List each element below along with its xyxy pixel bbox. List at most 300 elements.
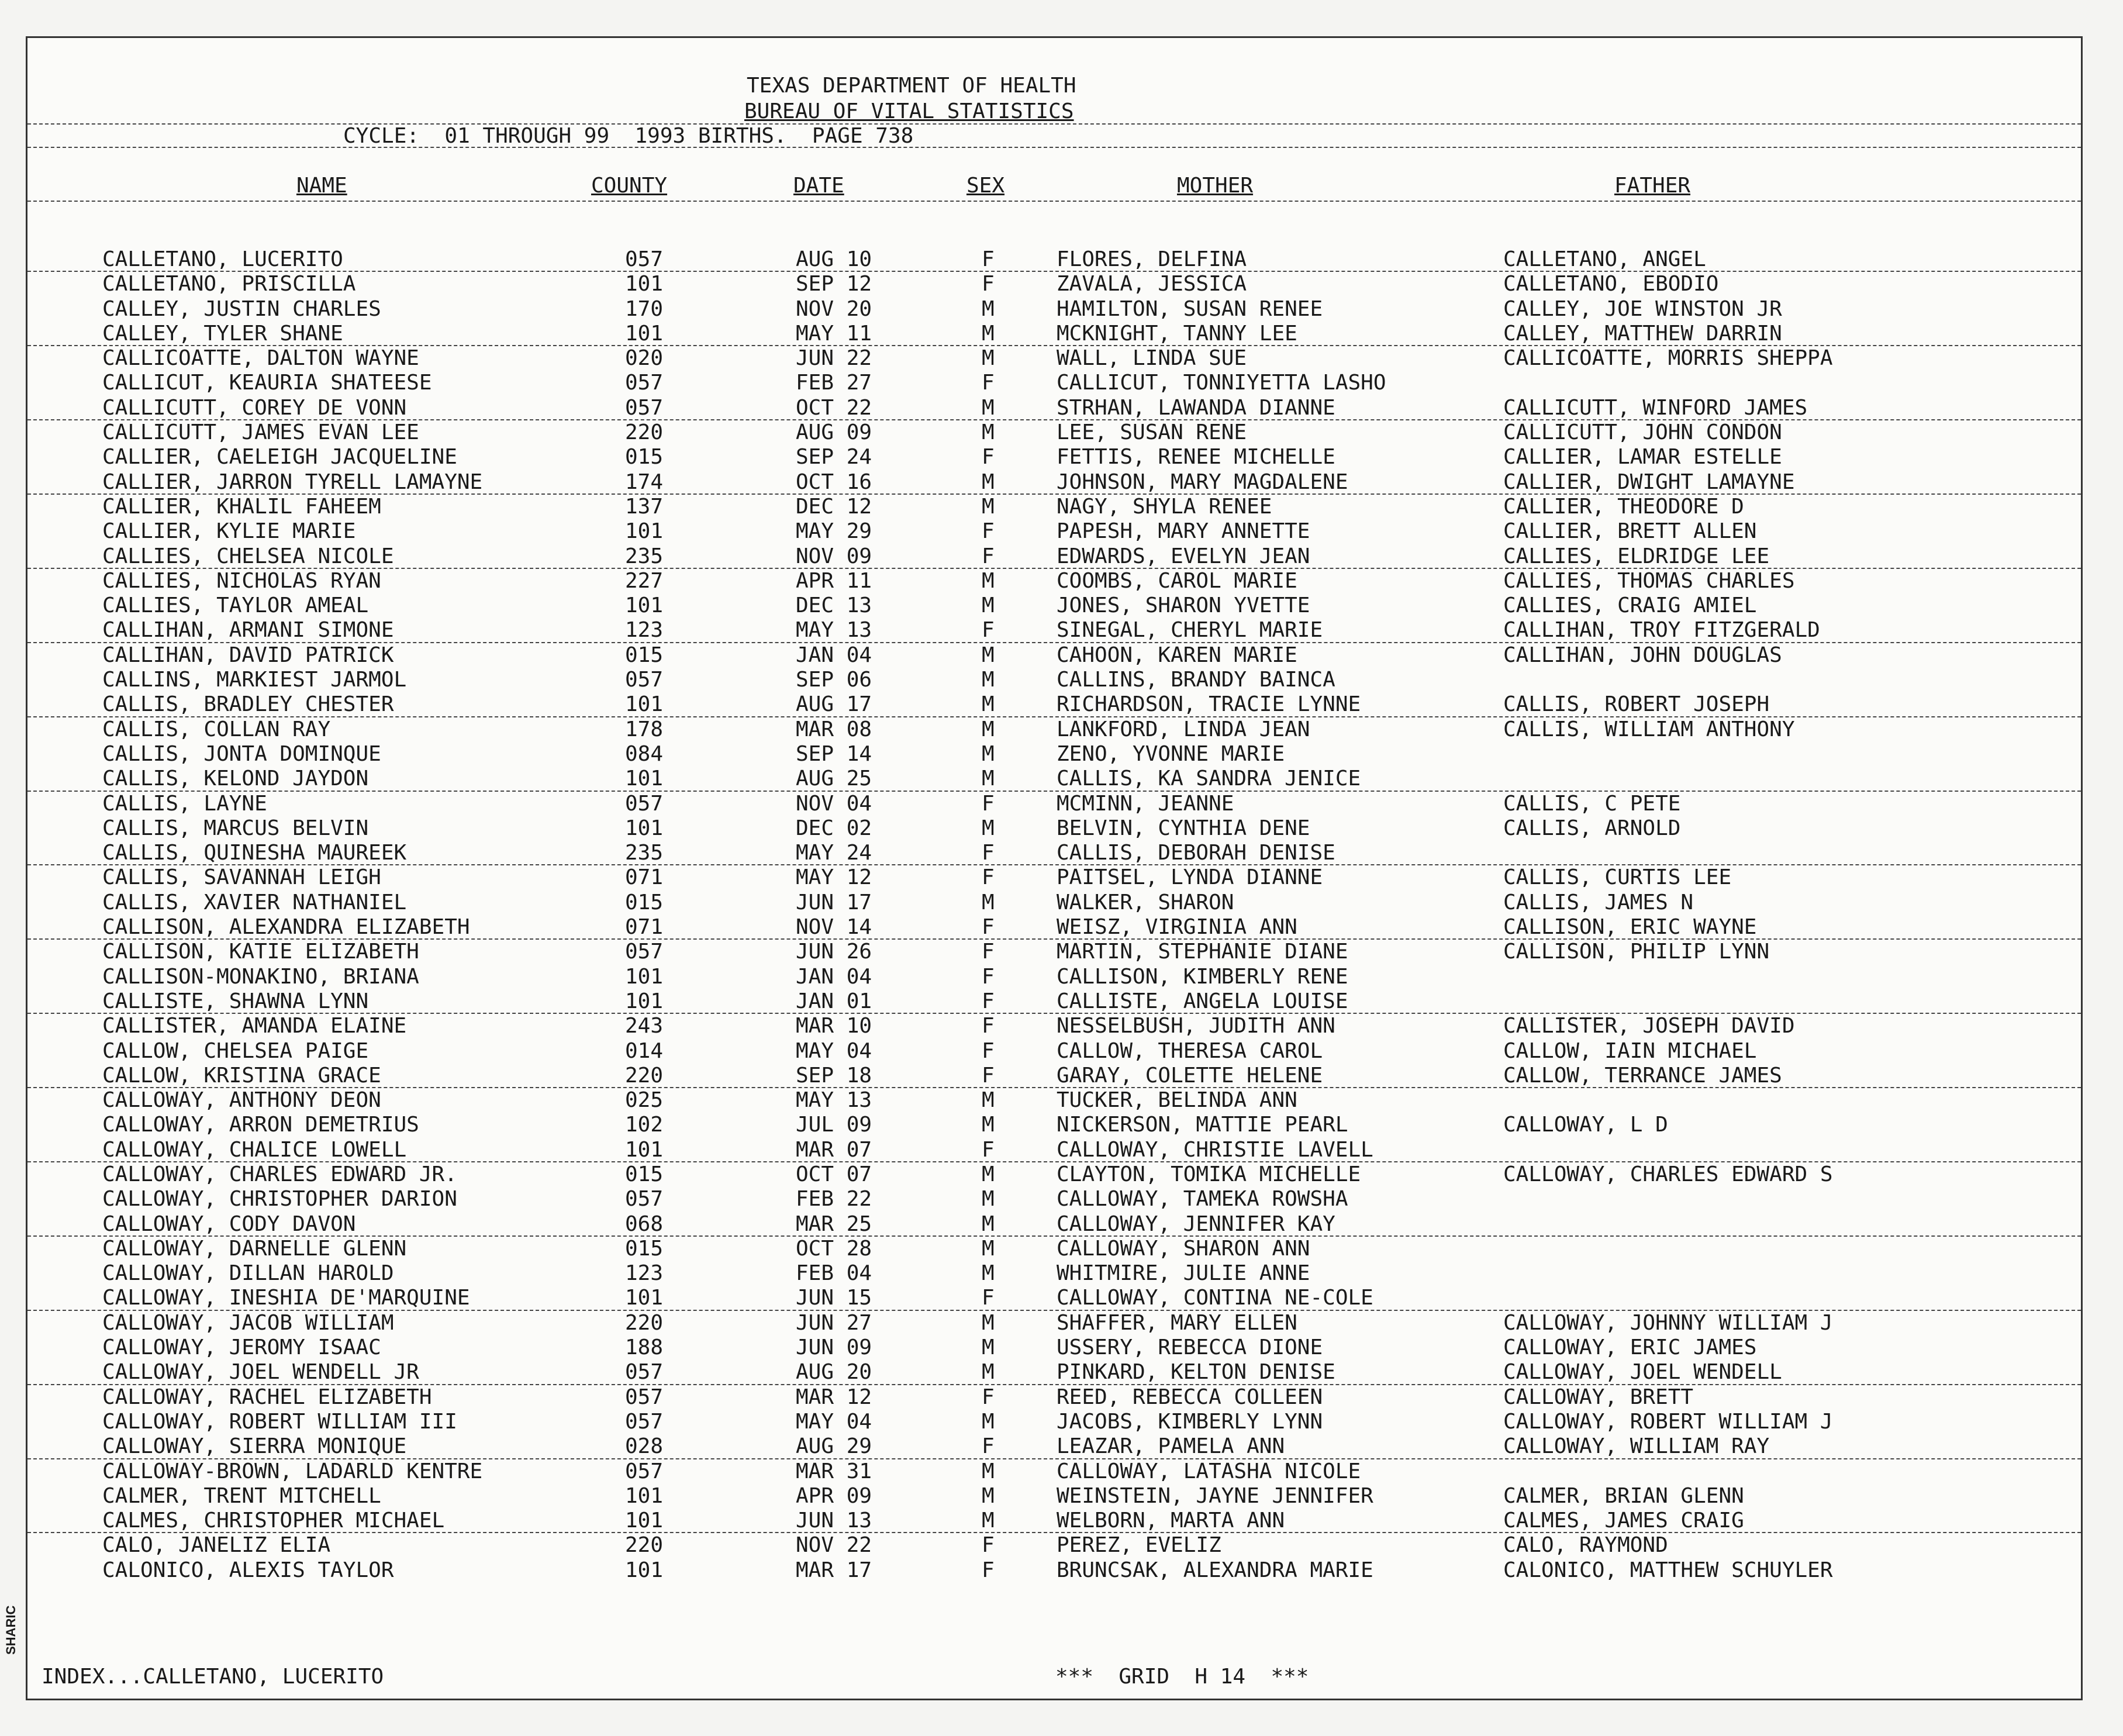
table-row: [27, 1014, 2081, 1038]
cell-mother: SHAFFER, MARY ELLEN: [1057, 1310, 1297, 1335]
cell-sex: M: [982, 346, 995, 371]
table-row: [27, 717, 2081, 742]
cell-county: 101: [625, 1483, 664, 1508]
cell-father: CALLOW, TERRANCE JAMES: [1503, 1063, 1782, 1088]
table-row: [27, 247, 2081, 272]
cell-sex: F: [982, 989, 995, 1013]
table-row: [27, 470, 2081, 495]
table-row: [27, 272, 2081, 296]
cell-date: MAY 13: [796, 1088, 872, 1113]
table-row: [27, 519, 2081, 544]
cell-name: CALLIES, CHELSEA NICOLE: [102, 544, 394, 568]
cell-mother: WALL, LINDA SUE: [1057, 346, 1247, 371]
table-row: [27, 965, 2081, 989]
cell-date: MAY 13: [796, 618, 872, 643]
cell-name: CALLOWAY, JOEL WENDELL JR: [102, 1360, 419, 1385]
cell-date: JUN 22: [796, 346, 872, 371]
cell-date: JUN 17: [796, 890, 872, 914]
cell-mother: BRUNCSAK, ALEXANDRA MARIE: [1057, 1558, 1373, 1582]
cell-county: 057: [625, 247, 664, 271]
table-row: [27, 1385, 2081, 1410]
cell-mother: CALLISON, KIMBERLY RENE: [1057, 964, 1348, 989]
cell-date: AUG 10: [796, 247, 872, 271]
cell-sex: F: [982, 1014, 995, 1038]
cell-sex: F: [982, 791, 995, 816]
cell-name: CALLEY, TYLER SHANE: [102, 321, 343, 346]
cell-name: CALLIS, LAYNE: [102, 791, 267, 816]
cell-mother: MARTIN, STEPHANIE DIANE: [1057, 940, 1348, 964]
cell-name: CALLEY, JUSTIN CHARLES: [102, 296, 381, 321]
cell-father: CALLOWAY, WILLIAM RAY: [1503, 1434, 1770, 1459]
table-row: [27, 1335, 2081, 1360]
cell-mother: NESSELBUSH, JUDITH ANN: [1057, 1014, 1335, 1038]
cell-sex: F: [982, 964, 995, 989]
cell-county: 057: [625, 1385, 664, 1409]
footer-index: INDEX...CALLETANO, LUCERITO: [42, 1665, 384, 1689]
cell-name: CALLIS, XAVIER NATHANIEL: [102, 890, 407, 914]
cell-name: CALLIS, MARCUS BELVIN: [102, 816, 369, 840]
cell-name: CALLICUTT, COREY DE VONN: [102, 395, 407, 420]
cell-sex: M: [982, 296, 995, 321]
document-page: [26, 36, 2083, 1700]
cell-mother: CALLICUT, TONNIYETTA LASHO: [1057, 371, 1386, 395]
cell-county: 020: [625, 346, 664, 371]
cell-date: FEB 27: [796, 371, 872, 395]
cell-mother: ZAVALA, JESSICA: [1057, 272, 1247, 296]
cell-mother: USSERY, REBECCA DIONE: [1057, 1335, 1323, 1360]
cell-county: 227: [625, 568, 664, 593]
cell-father: CALLOW, IAIN MICHAEL: [1503, 1038, 1757, 1063]
cell-mother: PEREZ, EVELIZ: [1057, 1533, 1221, 1558]
table-row: [27, 1558, 2081, 1583]
cell-sex: F: [982, 1038, 995, 1063]
cell-mother: BELVIN, CYNTHIA DENE: [1057, 816, 1310, 840]
cell-sex: M: [982, 593, 995, 618]
cell-father: CALONICO, MATTHEW SCHUYLER: [1503, 1558, 1833, 1582]
cell-name: CALLICUT, KEAURIA SHATEESE: [102, 371, 432, 395]
cell-date: OCT 07: [796, 1162, 872, 1186]
cell-mother: WEISZ, VIRGINIA ANN: [1057, 915, 1297, 940]
table-row: [27, 346, 2081, 371]
header-bureau: BUREAU OF VITAL STATISTICS: [744, 99, 1074, 123]
table-row: [27, 1237, 2081, 1261]
cell-mother: WALKER, SHARON: [1057, 890, 1234, 914]
cell-county: 101: [625, 964, 664, 989]
cell-name: CALLIHAN, DAVID PATRICK: [102, 643, 394, 667]
cell-county: 101: [625, 1558, 664, 1582]
side-label: SHARIC: [4, 1605, 18, 1655]
cell-mother: LANKFORD, LINDA JEAN: [1057, 717, 1310, 741]
cell-sex: F: [982, 445, 995, 470]
cell-county: 101: [625, 593, 664, 618]
cell-mother: HAMILTON, SUSAN RENEE: [1057, 296, 1323, 321]
cell-mother: SINEGAL, CHERYL MARIE: [1057, 618, 1323, 643]
cell-county: 015: [625, 1236, 664, 1261]
cell-county: 071: [625, 865, 664, 890]
cell-sex: M: [982, 1459, 995, 1483]
cell-sex: M: [982, 1113, 995, 1137]
column-header-county: COUNTY: [591, 174, 668, 198]
table-row: [27, 1261, 2081, 1286]
cell-date: NOV 22: [796, 1533, 872, 1558]
cell-date: JAN 04: [796, 964, 872, 989]
table-row: [27, 692, 2081, 717]
cell-mother: ZENO, YVONNE MARIE: [1057, 741, 1285, 766]
cell-father: CALLOWAY, BRETT: [1503, 1385, 1694, 1409]
cell-date: JUN 09: [796, 1335, 872, 1360]
table-row: [27, 742, 2081, 767]
cell-father: CALLOWAY, CHARLES EDWARD S: [1503, 1162, 1833, 1186]
cell-father: CALLOWAY, ERIC JAMES: [1503, 1335, 1757, 1360]
cell-father: CALLOWAY, L D: [1503, 1113, 1668, 1137]
cell-sex: F: [982, 865, 995, 890]
cell-mother: TUCKER, BELINDA ANN: [1057, 1088, 1297, 1113]
cell-name: CALLOWAY, CHARLES EDWARD JR.: [102, 1162, 457, 1186]
cell-father: CALLIER, LAMAR ESTELLE: [1503, 445, 1782, 470]
cell-mother: WELBORN, MARTA ANN: [1057, 1509, 1285, 1533]
cell-mother: CALLOWAY, CHRISTIE LAVELL: [1057, 1137, 1373, 1162]
cell-name: CALLOW, KRISTINA GRACE: [102, 1063, 381, 1088]
header-rule-2: [27, 147, 2081, 148]
cell-sex: F: [982, 1558, 995, 1582]
cell-sex: M: [982, 1162, 995, 1186]
cell-date: SEP 24: [796, 445, 872, 470]
cell-name: CALLICOATTE, DALTON WAYNE: [102, 346, 419, 371]
cell-father: CALLOWAY, ROBERT WILLIAM J: [1503, 1409, 1833, 1434]
cell-mother: WEINSTEIN, JAYNE JENNIFER: [1057, 1483, 1373, 1508]
cell-name: CALO, JANELIZ ELIA: [102, 1533, 331, 1558]
cell-mother: STRHAN, LAWANDA DIANNE: [1057, 395, 1335, 420]
cell-name: CALLISTER, AMANDA ELAINE: [102, 1014, 407, 1038]
cell-sex: M: [982, 668, 995, 692]
cell-name: CALLOWAY-BROWN, LADARLD KENTRE: [102, 1459, 483, 1483]
table-row: [27, 1064, 2081, 1088]
cell-sex: M: [982, 1187, 995, 1212]
cell-date: OCT 16: [796, 470, 872, 494]
cell-date: JUN 13: [796, 1509, 872, 1533]
cell-mother: JONES, SHARON YVETTE: [1057, 593, 1310, 618]
cell-date: JUN 26: [796, 940, 872, 964]
cell-sex: M: [982, 1509, 995, 1533]
cell-county: 101: [625, 272, 664, 296]
column-header-mother: MOTHER: [1177, 174, 1254, 198]
table-row: [27, 891, 2081, 915]
cell-county: 101: [625, 767, 664, 791]
cell-name: CALLETANO, LUCERITO: [102, 247, 343, 271]
cell-name: CALLIES, NICHOLAS RYAN: [102, 568, 381, 593]
cell-name: CALLIS, BRADLEY CHESTER: [102, 692, 394, 717]
cell-sex: M: [982, 420, 995, 445]
cell-date: MAR 25: [796, 1212, 872, 1236]
cell-father: CALLIER, THEODORE D: [1503, 494, 1744, 519]
cell-father: CALLIHAN, JOHN DOUGLAS: [1503, 643, 1782, 667]
cell-sex: M: [982, 816, 995, 840]
cell-date: SEP 06: [796, 668, 872, 692]
cell-county: 101: [625, 692, 664, 717]
cell-date: DEC 02: [796, 816, 872, 840]
cell-sex: M: [982, 321, 995, 346]
cell-name: CALLOWAY, CODY DAVON: [102, 1212, 356, 1236]
cell-name: CALLOWAY, DARNELLE GLENN: [102, 1236, 407, 1261]
cell-county: 057: [625, 668, 664, 692]
cell-county: 057: [625, 791, 664, 816]
cell-mother: CLAYTON, TOMIKA MICHELLE: [1057, 1162, 1361, 1186]
cell-date: DEC 13: [796, 593, 872, 618]
cell-date: AUG 29: [796, 1434, 872, 1459]
cell-date: OCT 22: [796, 395, 872, 420]
cell-county: 188: [625, 1335, 664, 1360]
cell-sex: F: [982, 371, 995, 395]
cell-date: MAR 10: [796, 1014, 872, 1038]
cell-date: JAN 01: [796, 989, 872, 1013]
cell-father: CALLISTER, JOSEPH DAVID: [1503, 1014, 1795, 1038]
cell-mother: MCKNIGHT, TANNY LEE: [1057, 321, 1297, 346]
cell-mother: FLORES, DELFINA: [1057, 247, 1247, 271]
cell-date: SEP 18: [796, 1063, 872, 1088]
cell-sex: F: [982, 247, 995, 271]
cell-county: 057: [625, 1409, 664, 1434]
cell-sex: F: [982, 940, 995, 964]
cell-name: CALLOWAY, ANTHONY DEON: [102, 1088, 381, 1113]
cell-date: MAR 08: [796, 717, 872, 741]
cell-sex: F: [982, 1137, 995, 1162]
cell-mother: PAITSEL, LYNDA DIANNE: [1057, 865, 1323, 890]
cell-county: 057: [625, 1459, 664, 1483]
cell-county: 178: [625, 717, 664, 741]
cell-name: CALLOWAY, CHALICE LOWELL: [102, 1137, 407, 1162]
cell-name: CALLOWAY, ROBERT WILLIAM III: [102, 1409, 457, 1434]
cell-county: 057: [625, 371, 664, 395]
table-row: [27, 495, 2081, 519]
cell-date: FEB 22: [796, 1187, 872, 1212]
cell-name: CALLOWAY, JEROMY ISAAC: [102, 1335, 381, 1360]
cell-county: 123: [625, 1261, 664, 1286]
table-row: [27, 668, 2081, 692]
cell-county: 235: [625, 544, 664, 568]
cell-father: CALLICUTT, JOHN CONDON: [1503, 420, 1782, 445]
cell-sex: M: [982, 1409, 995, 1434]
cell-name: CALLOWAY, DILLAN HAROLD: [102, 1261, 394, 1286]
cell-name: CALLOWAY, ARRON DEMETRIUS: [102, 1113, 419, 1137]
cell-county: 123: [625, 618, 664, 643]
cell-sex: F: [982, 841, 995, 865]
cell-name: CALLIS, JONTA DOMINQUE: [102, 741, 381, 766]
cell-county: 057: [625, 395, 664, 420]
cell-father: CALO, RAYMOND: [1503, 1533, 1668, 1558]
cell-name: CALLIS, SAVANNAH LEIGH: [102, 865, 381, 890]
cell-father: CALLIES, CRAIG AMIEL: [1503, 593, 1757, 618]
cell-date: APR 11: [796, 568, 872, 593]
cell-date: OCT 28: [796, 1236, 872, 1261]
cell-date: SEP 12: [796, 272, 872, 296]
cell-mother: CALLOW, THERESA CAROL: [1057, 1038, 1323, 1063]
cell-name: CALLETANO, PRISCILLA: [102, 272, 356, 296]
cell-name: CALLIS, COLLAN RAY: [102, 717, 331, 741]
cell-mother: PAPESH, MARY ANNETTE: [1057, 519, 1310, 544]
cell-name: CALLIER, CAELEIGH JACQUELINE: [102, 445, 457, 470]
table-row: [27, 767, 2081, 791]
cell-name: CALLIS, KELOND JAYDON: [102, 767, 369, 791]
cell-county: 174: [625, 470, 664, 494]
cell-date: MAY 24: [796, 841, 872, 865]
table-row: [27, 940, 2081, 964]
cell-date: AUG 20: [796, 1360, 872, 1385]
cell-name: CALMER, TRENT MITCHELL: [102, 1483, 381, 1508]
table-row: [27, 544, 2081, 569]
cell-date: JUL 09: [796, 1113, 872, 1137]
cell-mother: JACOBS, KIMBERLY LYNN: [1057, 1409, 1323, 1434]
cell-county: 170: [625, 296, 664, 321]
cell-mother: JOHNSON, MARY MAGDALENE: [1057, 470, 1348, 494]
cell-father: CALLIS, C PETE: [1503, 791, 1681, 816]
cell-county: 220: [625, 1533, 664, 1558]
cell-sex: F: [982, 915, 995, 940]
cell-county: 028: [625, 1434, 664, 1459]
cell-father: CALMER, BRIAN GLENN: [1503, 1483, 1744, 1508]
header-cycle: CYCLE: 01 THROUGH 99 1993 BIRTHS. PAGE 738: [343, 124, 914, 148]
cell-county: 137: [625, 494, 664, 519]
cell-date: AUG 09: [796, 420, 872, 445]
cell-county: 102: [625, 1113, 664, 1137]
cell-mother: CALLOWAY, LATASHA NICOLE: [1057, 1459, 1361, 1483]
cell-father: CALLIES, ELDRIDGE LEE: [1503, 544, 1770, 568]
cell-mother: COOMBS, CAROL MARIE: [1057, 568, 1297, 593]
cell-date: JUN 27: [796, 1310, 872, 1335]
cell-father: CALLIS, WILLIAM ANTHONY: [1503, 717, 1795, 741]
cell-mother: CALLOWAY, SHARON ANN: [1057, 1236, 1310, 1261]
cell-county: 220: [625, 420, 664, 445]
cell-date: NOV 14: [796, 915, 872, 940]
cell-mother: CALLOWAY, TAMEKA ROWSHA: [1057, 1187, 1348, 1212]
cell-date: NOV 20: [796, 296, 872, 321]
cell-father: CALLEY, MATTHEW DARRIN: [1503, 321, 1782, 346]
cell-mother: CALLISTE, ANGELA LOUISE: [1057, 989, 1348, 1013]
cell-name: CALLISTE, SHAWNA LYNN: [102, 989, 369, 1013]
cell-county: 220: [625, 1310, 664, 1335]
cell-sex: M: [982, 643, 995, 667]
cell-county: 101: [625, 519, 664, 544]
cell-mother: GARAY, COLETTE HELENE: [1057, 1063, 1323, 1088]
table-row: [27, 569, 2081, 593]
cell-county: 014: [625, 1038, 664, 1063]
cell-county: 071: [625, 915, 664, 940]
cell-county: 235: [625, 841, 664, 865]
cell-sex: M: [982, 568, 995, 593]
table-row: [27, 1484, 2081, 1509]
table-row: [27, 915, 2081, 940]
cell-date: DEC 12: [796, 494, 872, 519]
cell-father: CALLIHAN, TROY FITZGERALD: [1503, 618, 1820, 643]
table-row: [27, 1410, 2081, 1434]
table-row: [27, 989, 2081, 1014]
cell-father: CALLOWAY, JOHNNY WILLIAM J: [1503, 1310, 1833, 1335]
cell-county: 015: [625, 643, 664, 667]
cell-date: MAY 04: [796, 1409, 872, 1434]
column-header-sex: SEX: [966, 174, 1005, 198]
cell-county: 057: [625, 1360, 664, 1385]
cell-mother: CALLINS, BRANDY BAINCA: [1057, 668, 1335, 692]
table-row: [27, 593, 2081, 618]
table-row: [27, 1533, 2081, 1558]
table-row: [27, 396, 2081, 420]
table-row: [27, 1162, 2081, 1187]
cell-date: APR 09: [796, 1483, 872, 1508]
cell-sex: F: [982, 519, 995, 544]
footer-grid-reference: *** GRID H 14 ***: [1055, 1665, 1309, 1689]
cell-name: CALLISON-MONAKINO, BRIANA: [102, 964, 419, 989]
cell-county: 101: [625, 816, 664, 840]
cell-sex: M: [982, 890, 995, 914]
cell-sex: F: [982, 1063, 995, 1088]
cell-sex: M: [982, 717, 995, 741]
cell-mother: NICKERSON, MATTIE PEARL: [1057, 1113, 1348, 1137]
cell-county: 015: [625, 1162, 664, 1186]
column-header-rule: [27, 201, 2081, 202]
table-row: [27, 643, 2081, 668]
cell-father: CALLEY, JOE WINSTON JR: [1503, 296, 1782, 321]
cell-county: 057: [625, 940, 664, 964]
birth-records-table: [27, 247, 2081, 1583]
cell-county: 101: [625, 1286, 664, 1310]
cell-county: 101: [625, 321, 664, 346]
cell-date: FEB 04: [796, 1261, 872, 1286]
cell-date: NOV 09: [796, 544, 872, 568]
cell-county: 025: [625, 1088, 664, 1113]
cell-sex: F: [982, 272, 995, 296]
cell-mother: CALLOWAY, JENNIFER KAY: [1057, 1212, 1335, 1236]
header-agency: TEXAS DEPARTMENT OF HEALTH: [747, 74, 1076, 98]
cell-sex: F: [982, 618, 995, 643]
cell-name: CALLOWAY, INESHIA DE'MARQUINE: [102, 1286, 470, 1310]
table-row: [27, 1212, 2081, 1237]
cell-father: CALLIS, ARNOLD: [1503, 816, 1681, 840]
cell-mother: WHITMIRE, JULIE ANNE: [1057, 1261, 1310, 1286]
cell-sex: M: [982, 395, 995, 420]
table-row: [27, 1434, 2081, 1459]
table-row: [27, 1113, 2081, 1137]
cell-father: CALLICUTT, WINFORD JAMES: [1503, 395, 1808, 420]
cell-date: MAR 17: [796, 1558, 872, 1582]
cell-mother: REED, REBECCA COLLEEN: [1057, 1385, 1323, 1409]
cell-name: CALLIHAN, ARMANI SIMONE: [102, 618, 394, 643]
cell-father: CALLIER, BRETT ALLEN: [1503, 519, 1757, 544]
cell-mother: CALLIS, DEBORAH DENISE: [1057, 841, 1335, 865]
cell-father: CALLICOATTE, MORRIS SHEPPA: [1503, 346, 1833, 371]
cell-sex: M: [982, 1261, 995, 1286]
cell-name: CALLOW, CHELSEA PAIGE: [102, 1038, 369, 1063]
cell-father: CALLIES, THOMAS CHARLES: [1503, 568, 1795, 593]
cell-father: CALLIS, ROBERT JOSEPH: [1503, 692, 1770, 717]
cell-name: CALONICO, ALEXIS TAYLOR: [102, 1558, 394, 1582]
table-row: [27, 297, 2081, 322]
cell-mother: MCMINN, JEANNE: [1057, 791, 1234, 816]
cell-date: SEP 14: [796, 741, 872, 766]
cell-father: CALLETANO, EBODIO: [1503, 272, 1719, 296]
cell-county: 101: [625, 989, 664, 1013]
cell-mother: CALLIS, KA SANDRA JENICE: [1057, 767, 1361, 791]
cell-date: AUG 25: [796, 767, 872, 791]
table-row: [27, 445, 2081, 470]
cell-father: CALLIS, CURTIS LEE: [1503, 865, 1732, 890]
table-row: [27, 1138, 2081, 1162]
cell-name: CALLIER, KYLIE MARIE: [102, 519, 356, 544]
cell-date: MAY 29: [796, 519, 872, 544]
cell-county: 243: [625, 1014, 664, 1038]
cell-name: CALLISON, KATIE ELIZABETH: [102, 940, 419, 964]
cell-sex: M: [982, 1310, 995, 1335]
table-row: [27, 865, 2081, 890]
cell-mother: PINKARD, KELTON DENISE: [1057, 1360, 1335, 1385]
